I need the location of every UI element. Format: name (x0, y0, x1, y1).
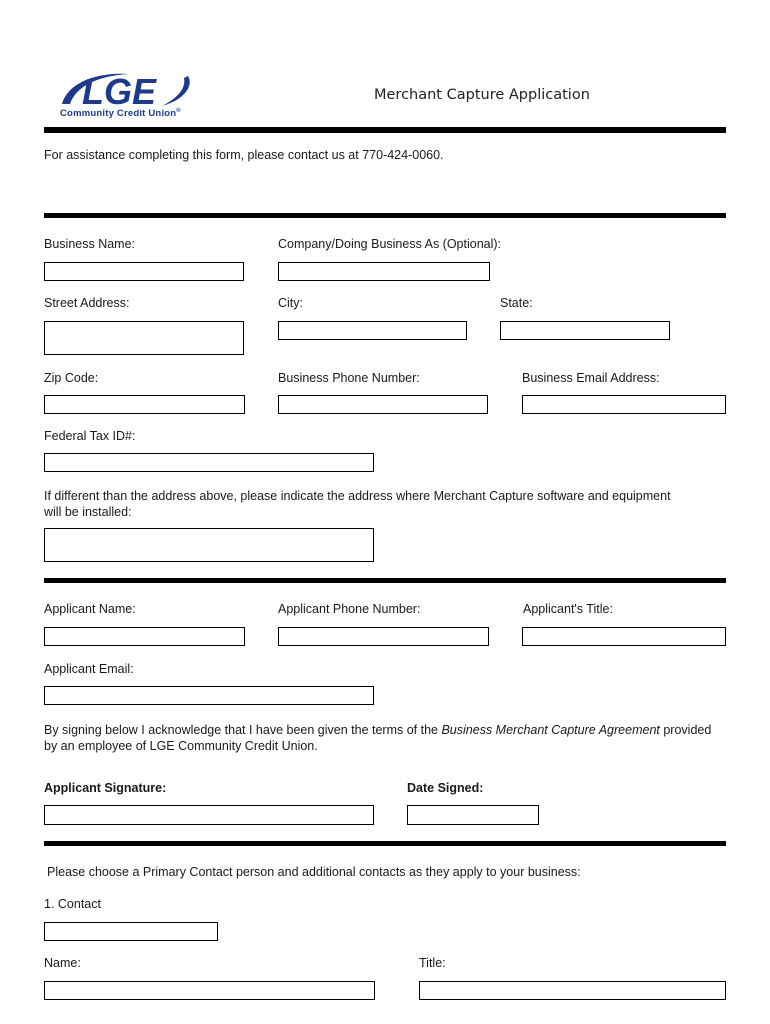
logo-text: LGE (82, 71, 157, 110)
applicant-email-label: Applicant Email: (44, 662, 134, 676)
federal-tax-id-field[interactable] (44, 453, 374, 472)
applicant-title-field[interactable] (522, 627, 726, 646)
section-divider-applicant (44, 578, 726, 583)
page-title: Merchant Capture Application (374, 87, 590, 103)
section-divider-contacts (44, 841, 726, 846)
business-name-label: Business Name: (44, 237, 136, 251)
logo-registered-mark: ® (176, 108, 181, 114)
business-email-field[interactable] (522, 395, 726, 414)
zip-code-label: Zip Code: (44, 371, 99, 385)
contact-1-label: 1. Contact (44, 897, 101, 911)
state-field[interactable] (500, 321, 670, 340)
business-phone-field[interactable] (278, 395, 488, 414)
street-address-field[interactable] (44, 321, 244, 355)
logo-swoosh-icon (58, 70, 198, 110)
agreement-title: Business Merchant Capture Agreement (441, 723, 660, 737)
contact-name-field[interactable] (44, 981, 375, 1000)
city-field[interactable] (278, 321, 467, 340)
applicant-signature-label: Applicant Signature: (44, 781, 167, 795)
dba-label: Company/Doing Business As (Optional): (278, 237, 502, 251)
date-signed-label: Date Signed: (407, 781, 484, 795)
applicant-title-label: Applicant's Title: (523, 602, 613, 616)
applicant-name-label: Applicant Name: (44, 602, 136, 616)
dba-field[interactable] (278, 262, 490, 281)
header-divider (44, 127, 726, 133)
zip-code-field[interactable] (44, 395, 245, 414)
applicant-name-field[interactable] (44, 627, 245, 646)
business-name-field[interactable] (44, 262, 244, 281)
section-divider-business (44, 213, 726, 218)
alternate-address-text: If different than the address above, please indicate the address where Merchant Capture software and equipment will be installed: (44, 489, 671, 519)
contact-1-type-field[interactable] (44, 922, 218, 941)
logo-subtitle (60, 108, 181, 119)
logo-subtitle-text: Community Credit Union (60, 108, 177, 119)
street-address-label: Street Address: (44, 296, 130, 310)
contact-name-label: Name: (44, 956, 81, 970)
alternate-address-field[interactable] (44, 528, 374, 562)
contact-title-label: Title: (419, 956, 446, 970)
city-label: City: (278, 296, 303, 310)
acknowledgement-text (44, 722, 724, 754)
acknowledgement-text-end: provided by an employee of LGE Community Credit Union. (44, 723, 712, 753)
applicant-signature-field[interactable] (44, 805, 374, 825)
applicant-phone-label: Applicant Phone Number: (278, 602, 421, 616)
applicant-phone-field[interactable] (278, 627, 489, 646)
business-phone-label: Business Phone Number: (278, 371, 420, 385)
contact-title-field[interactable] (419, 981, 726, 1000)
business-email-label: Business Email Address: (522, 371, 660, 385)
acknowledgement-text-start: By signing below I acknowledge that I have been given the terms of the (44, 723, 442, 737)
contacts-intro-text: Please choose a Primary Contact person and additional contacts as they apply to your business: (47, 865, 581, 879)
federal-tax-id-label: Federal Tax ID#: (44, 429, 136, 443)
assistance-text: For assistance completing this form, please contact us at 770-424-0060. (44, 148, 444, 162)
applicant-email-field[interactable] (44, 686, 374, 705)
state-label: State: (500, 296, 533, 310)
date-signed-field[interactable] (407, 805, 539, 825)
